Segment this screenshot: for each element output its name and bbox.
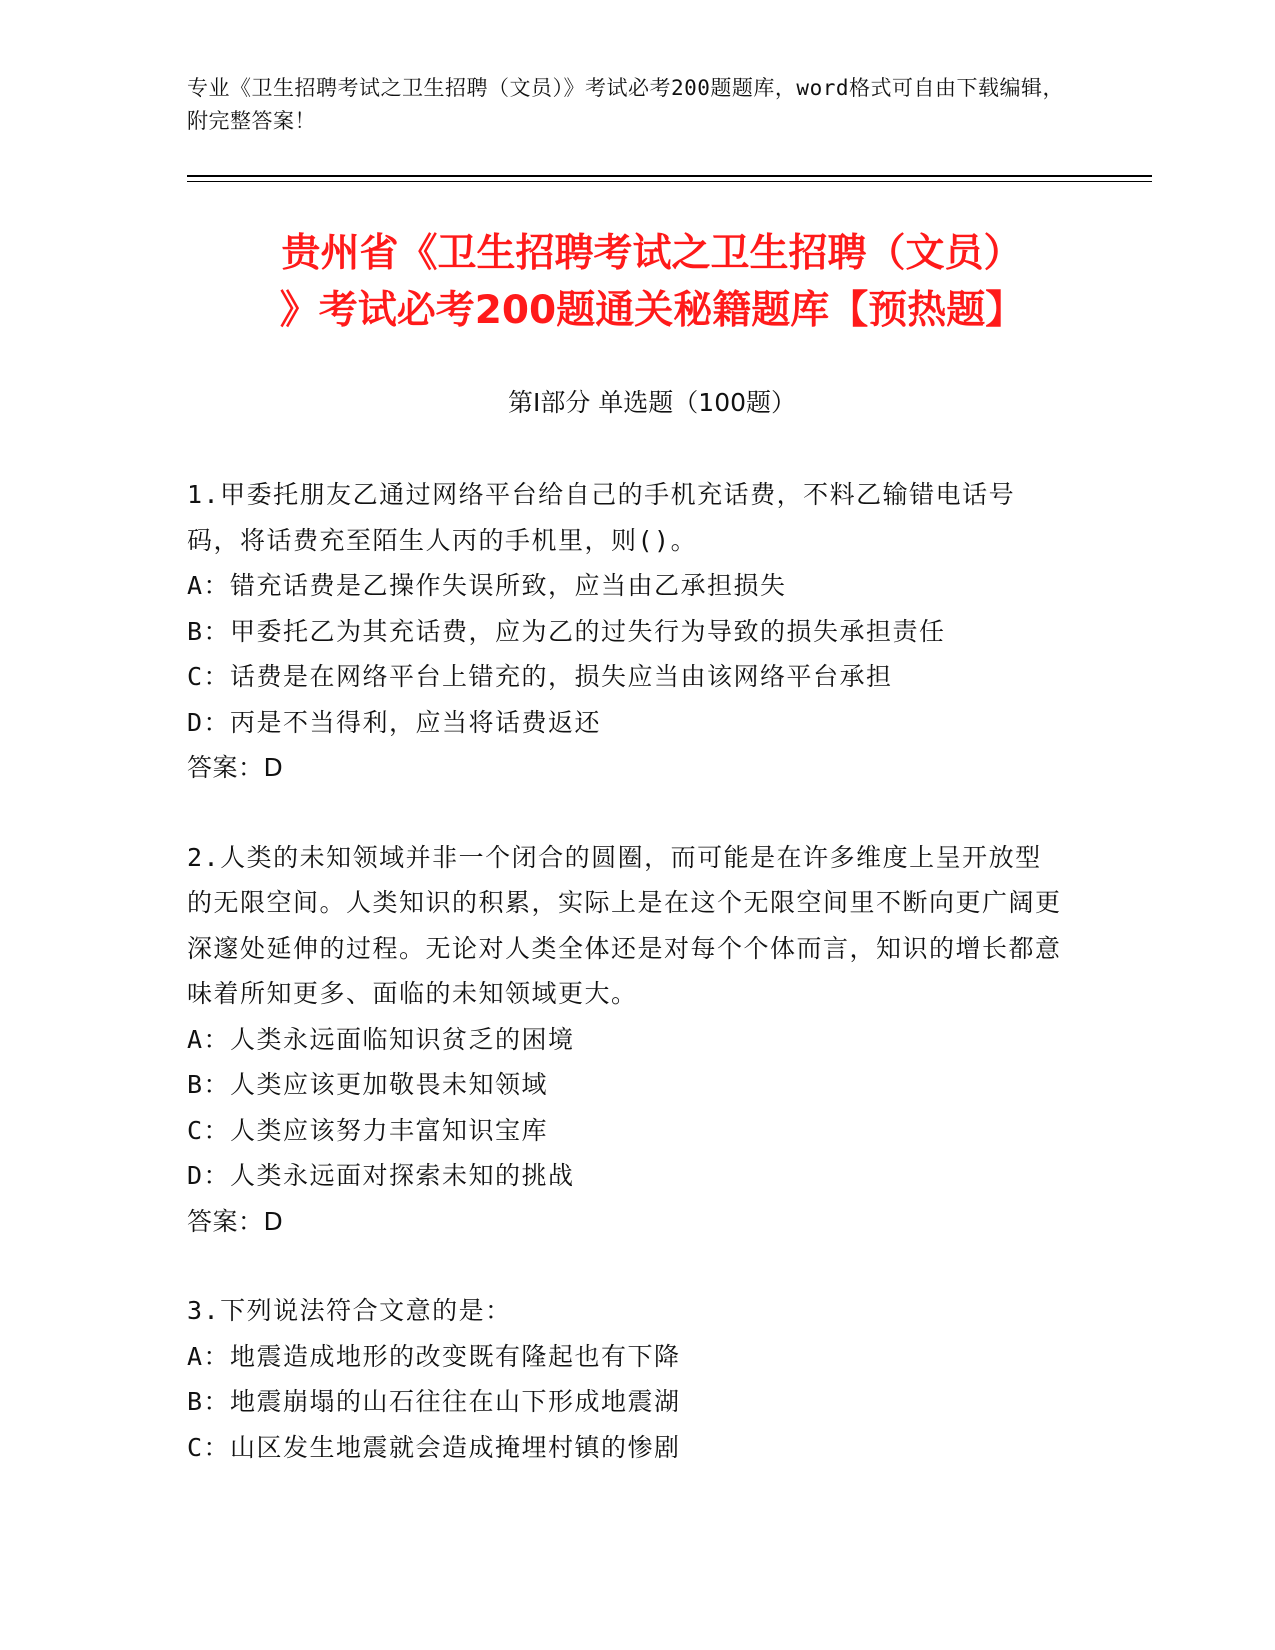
option-a: A：错充话费是乙操作失误所致，应当由乙承担损失: [187, 571, 787, 600]
option-c: C：山区发生地震就会造成掩埋村镇的惨剧: [187, 1432, 681, 1462]
header-note: 专业《卫生招聘考试之卫生招聘（文员）》考试必考200题题库，word格式可自由下载编辑，附完整答案！: [187, 76, 1064, 133]
option-c: C：话费是在网络平台上错充的，损失应当由该网络平台承担: [187, 662, 893, 691]
header-rule-thick: [187, 175, 1152, 177]
question-list: [187, 472, 1067, 1514]
question-1: [187, 472, 1067, 791]
option-d: D：人类永远面对探索未知的挑战: [187, 1161, 575, 1190]
option-c: C：人类应该努力丰富知识宝库: [187, 1115, 549, 1145]
option-d: D：丙是不当得利，应当将话费返还: [187, 707, 602, 737]
question-stem: 2.人类的未知领域并非一个闭合的圆圈，而可能是在许多维度上呈开放型的无限空间。人类知识的积累，实际上是在这个无限空间里不断向更广阔更深邃处延伸的过程。无论对人类全体还是对每个个体而言，知识的增长都意味着所知更多、面临的未知领域更大。: [187, 842, 1062, 1008]
answer: 答案：D: [187, 753, 284, 782]
option-a: A：地震造成地形的改变既有隆起也有下降: [187, 1341, 681, 1371]
option-b: B：甲委托乙为其充话费，应为乙的过失行为导致的损失承担责任: [187, 616, 946, 646]
option-a: A：人类永远面临知识贫乏的困境: [187, 1024, 575, 1054]
document-title-line-1: 贵州省《卫生招聘考试之卫生招聘（文员）: [281, 231, 1023, 276]
document-title: [187, 225, 1117, 339]
question-2: [187, 835, 1067, 1245]
document-title-line-2: 》考试必考200题通关秘籍题库【预热题】: [279, 288, 1025, 333]
option-b: B：地震崩塌的山石往往在山下形成地震湖: [187, 1387, 681, 1416]
option-b: B：人类应该更加敬畏未知领域: [187, 1070, 549, 1099]
answer: 答案：D: [187, 1206, 284, 1236]
question-stem: 1.甲委托朋友乙通过网络平台给自己的手机充话费，不料乙输错电话号码，将话费充至陌生人丙的手机里，则()。: [187, 480, 1016, 555]
header-rule-thin: [187, 181, 1152, 182]
question-stem: 3.下列说法符合文意的是：: [187, 1296, 512, 1325]
question-3: [187, 1288, 1067, 1470]
section-heading: 第Ⅰ部分 单选题（100题）: [507, 388, 797, 417]
